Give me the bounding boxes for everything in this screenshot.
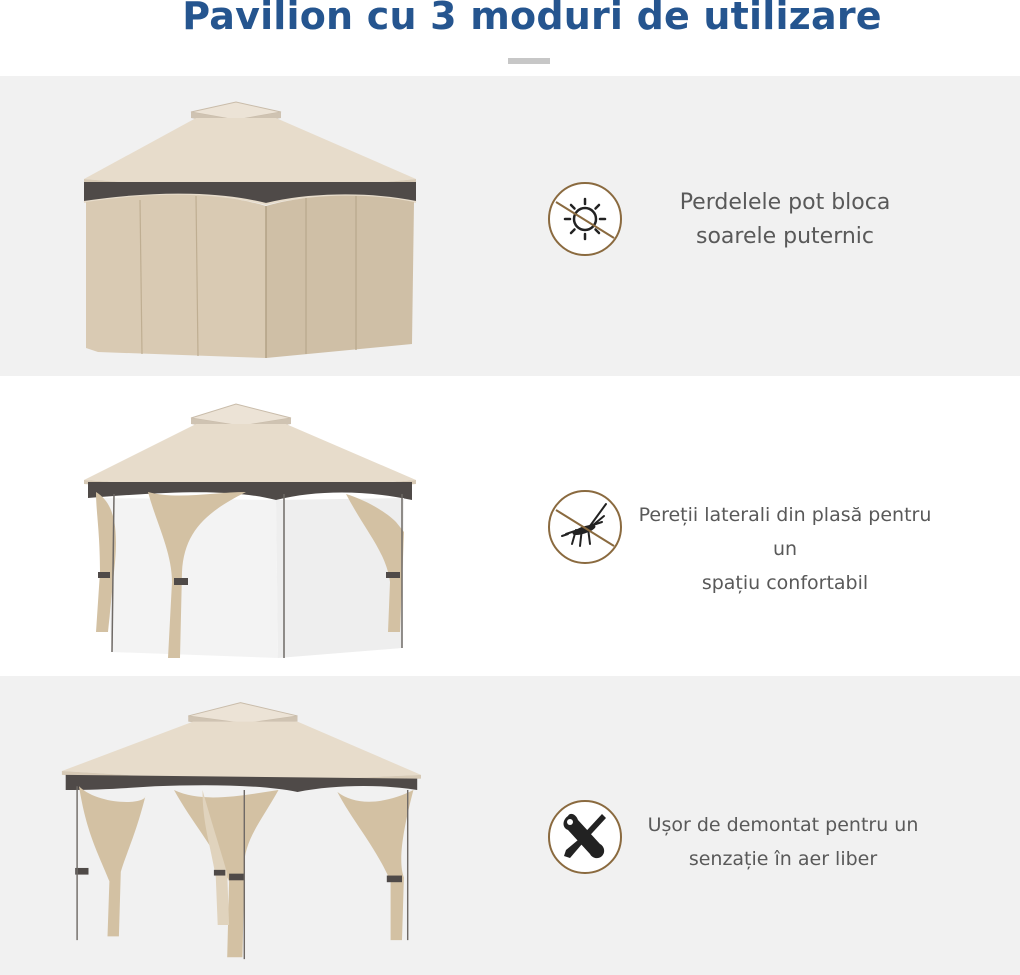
feature-line: Ușor de demontat pentru un: [647, 814, 919, 836]
feature-line: senzație în aer liber: [688, 848, 878, 870]
feature-line: Perdelele pot bloca: [679, 190, 891, 215]
feature-line: soarele puternic: [695, 224, 875, 249]
no-sun-icon: [546, 180, 624, 258]
page-header: [0, 0, 1020, 76]
feature-row-sunshade: [0, 76, 1020, 376]
feature-row-open: [0, 676, 1020, 975]
gazebo-open-image: [60, 684, 440, 974]
gazebo-closed-curtains-image: [56, 82, 456, 372]
title-divider: [508, 58, 550, 64]
feature-row-mesh: [0, 376, 1020, 676]
page-title: Pavilion cu 3 moduri de utilizare: [182, 0, 882, 38]
tools-icon: [546, 798, 624, 876]
feature-line: spațiu confortabil: [701, 572, 869, 594]
feature-text-sunshade: [630, 186, 940, 254]
feature-text-mesh: [630, 498, 940, 600]
gazebo-mesh-walls-image: [56, 382, 456, 672]
no-mosquito-icon: [546, 488, 624, 566]
feature-text-open: [628, 808, 938, 876]
feature-line: Pereții laterali din plasă pentru un: [638, 504, 932, 560]
